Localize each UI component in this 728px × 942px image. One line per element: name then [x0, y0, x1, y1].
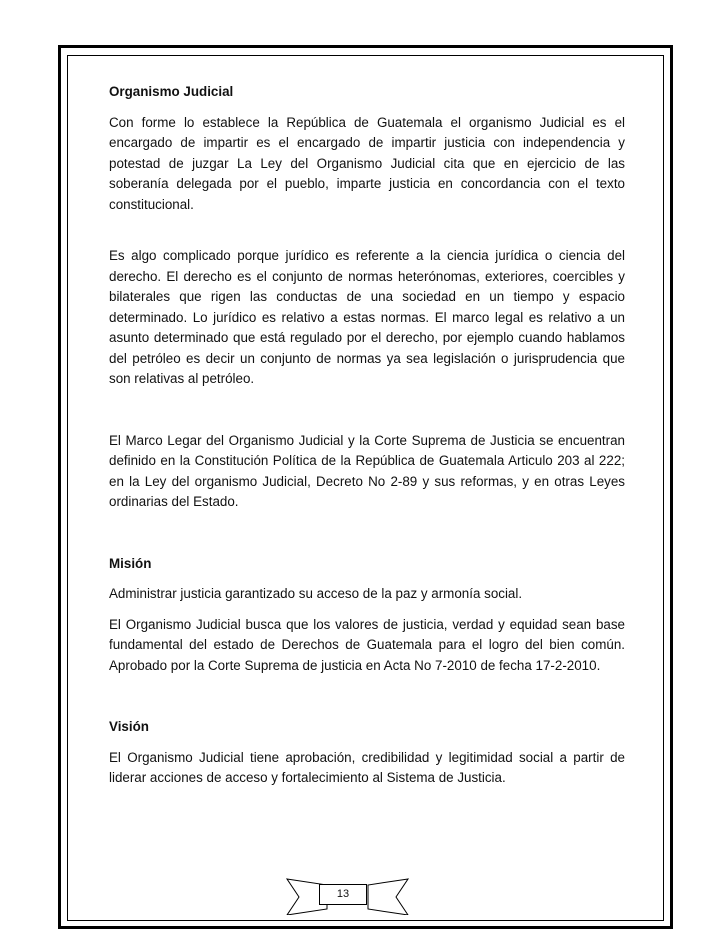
- page-number: 13: [319, 884, 367, 905]
- mision-detail: El Organismo Judicial busca que los valores de justicia, verdad y equidad sean base fundamental del estado de Derechos de Guatemala para el logro del bien común. Aprobado por la Corte Suprema de justicia en Acta No 7-2010 de fecha 17-2-2010.: [109, 616, 625, 673]
- page-content: [109, 82, 625, 789]
- paragraph-marco-legal: El Marco Legar del Organismo Judicial y la Corte Suprema de Justicia se encuentran definido en la Constitución Política de la República de Guatemala Articulo 203 al 222; en la Ley del organismo Judicial, Decreto No 2-89 y sus reformas, y en otras Leyes ordinarias del Estado.: [109, 432, 625, 509]
- mision-text: Administrar justicia garantizado su acceso de la paz y armonía social.: [109, 586, 523, 601]
- section-title: Organismo Judicial: [109, 84, 234, 99]
- vision-heading: Visión: [109, 719, 149, 734]
- vision-text: El Organismo Judicial tiene aprobación, credibilidad y legitimidad social a partir de liderar acciones de acceso y fortalecimiento al Sistema de Justicia.: [109, 749, 625, 785]
- mision-heading: Misión: [109, 555, 152, 571]
- paragraph-juridico: Es algo complicado porque jurídico es referente a la ciencia jurídica o ciencia del derecho. El derecho es el conjunto de normas heterónomas, exteriores, coercibles y bilaterales que rigen las conductas de una sociedad en un tiempo y espacio determinado. Lo jurídico es relativo a estas normas. El marco legal es relativo a un asunto determinado que está regulado por el derecho, por ejemplo cuando hablamos del petróleo es decir un conjunto de normas ya sea legislación o jurisprudencia que son relativas al petróleo.: [109, 248, 625, 386]
- paragraph-intro: Con forme lo establece la República de Guatemala el organismo Judicial es el encargado de impartir es el encargado de impartir justicia con independencia y potestad de juzgar La Ley del Organismo Judicial cita que en ejercicio de las soberanía delegada por el pueblo, imparte justicia en concordancia con el texto constitucional.: [109, 114, 625, 212]
